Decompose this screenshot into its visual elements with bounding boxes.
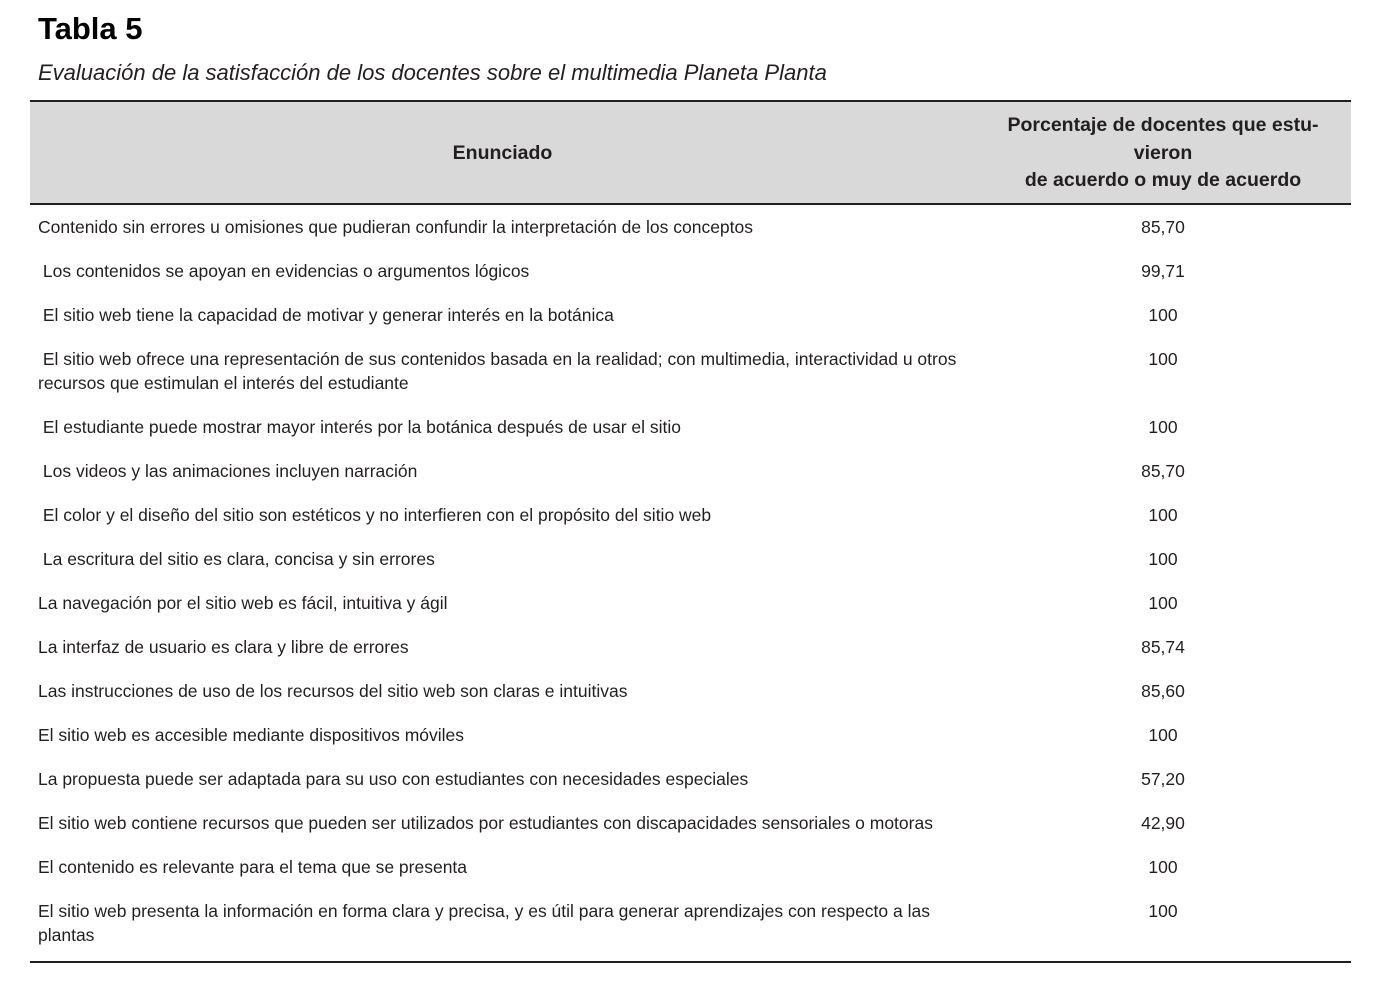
table-row [30,890,1351,962]
table-body [30,204,1351,962]
row-percent: 100 [1148,348,1178,369]
row-percent: 100 [1148,856,1178,877]
row-percent: 85,74 [1141,636,1185,657]
row-percent: 100 [1148,416,1178,437]
header-percent [975,101,1351,204]
row-percent: 100 [1148,724,1178,745]
table-row [30,406,1351,450]
row-statement: Las instrucciones de uso de los recursos del sitio web son claras e intuitivas [38,680,628,701]
row-percent: 85,60 [1141,680,1185,701]
table-header [30,101,1351,204]
table-row [30,538,1351,582]
row-statement: La navegación por el sitio web es fácil, intuitiva y ágil [38,592,448,613]
row-statement: El sitio web tiene la capacidad de motivar y generar interés en la botánica [38,304,614,325]
table-row [30,294,1351,338]
table-row [30,802,1351,846]
table-number: Tabla 5 [38,11,143,46]
table-row [30,338,1351,406]
row-percent: 99,71 [1141,260,1185,281]
header-percent-line3: de acuerdo o muy de acuerdo [1024,169,1302,191]
table-row [30,494,1351,538]
table-row [30,670,1351,714]
table-row [30,714,1351,758]
table-row [30,758,1351,802]
table-row [30,250,1351,294]
row-statement: El sitio web ofrece una representación de sus contenidos basada en la realidad; con multimedia, interactividad u otros recursos que estimulan el interés del estudiante [38,348,962,393]
table-row [30,582,1351,626]
row-statement: La propuesta puede ser adaptada para su uso con estudiantes con necesidades especiales [38,768,749,789]
table-row [30,450,1351,494]
header-statement: Enunciado [452,141,553,164]
row-statement: Contenido sin errores u omisiones que pudieran confundir la interpretación de los conceptos [38,216,754,237]
row-statement: Los videos y las animaciones incluyen narración [38,460,418,481]
row-percent: 100 [1148,900,1178,921]
row-statement: Los contenidos se apoyan en evidencias o argumentos lógicos [38,260,530,281]
row-statement: La interfaz de usuario es clara y libre de errores [38,636,409,657]
row-percent: 57,20 [1141,768,1185,789]
header-percent-line1: Porcentaje de docentes que estu- [1007,114,1319,136]
table-row [30,846,1351,890]
row-percent: 42,90 [1141,812,1185,833]
table-row [30,626,1351,670]
row-statement: El sitio web contiene recursos que pueden ser utilizados por estudiantes con discapacidades sensoriales o motoras [38,812,933,833]
table-row [30,204,1351,250]
header-row [30,101,1351,204]
row-percent: 85,70 [1141,460,1185,481]
row-statement: El sitio web es accesible mediante dispositivos móviles [38,724,465,745]
row-statement: El estudiante puede mostrar mayor interés por la botánica después de usar el sitio [38,416,682,437]
header-percent-line2: vieron [1133,141,1193,164]
satisfaction-table [30,100,1351,963]
satisfaction-table-container [30,100,1351,963]
row-statement: El sitio web presenta la información en forma clara y precisa, y es útil para generar aprendizajes con respecto a las plantas [38,900,935,945]
row-percent: 100 [1148,304,1178,325]
row-percent: 85,70 [1141,216,1185,237]
row-percent: 100 [1148,548,1178,569]
row-percent: 100 [1148,592,1178,613]
row-percent: 100 [1148,504,1178,525]
row-statement: El color y el diseño del sitio son estéticos y no interfieren con el propósito del sitio web [38,504,712,525]
table-caption: Evaluación de la satisfacción de los docentes sobre el multimedia Planeta Planta [38,60,827,85]
row-statement: El contenido es relevante para el tema que se presenta [38,856,468,877]
row-statement: La escritura del sitio es clara, concisa y sin errores [38,548,435,569]
